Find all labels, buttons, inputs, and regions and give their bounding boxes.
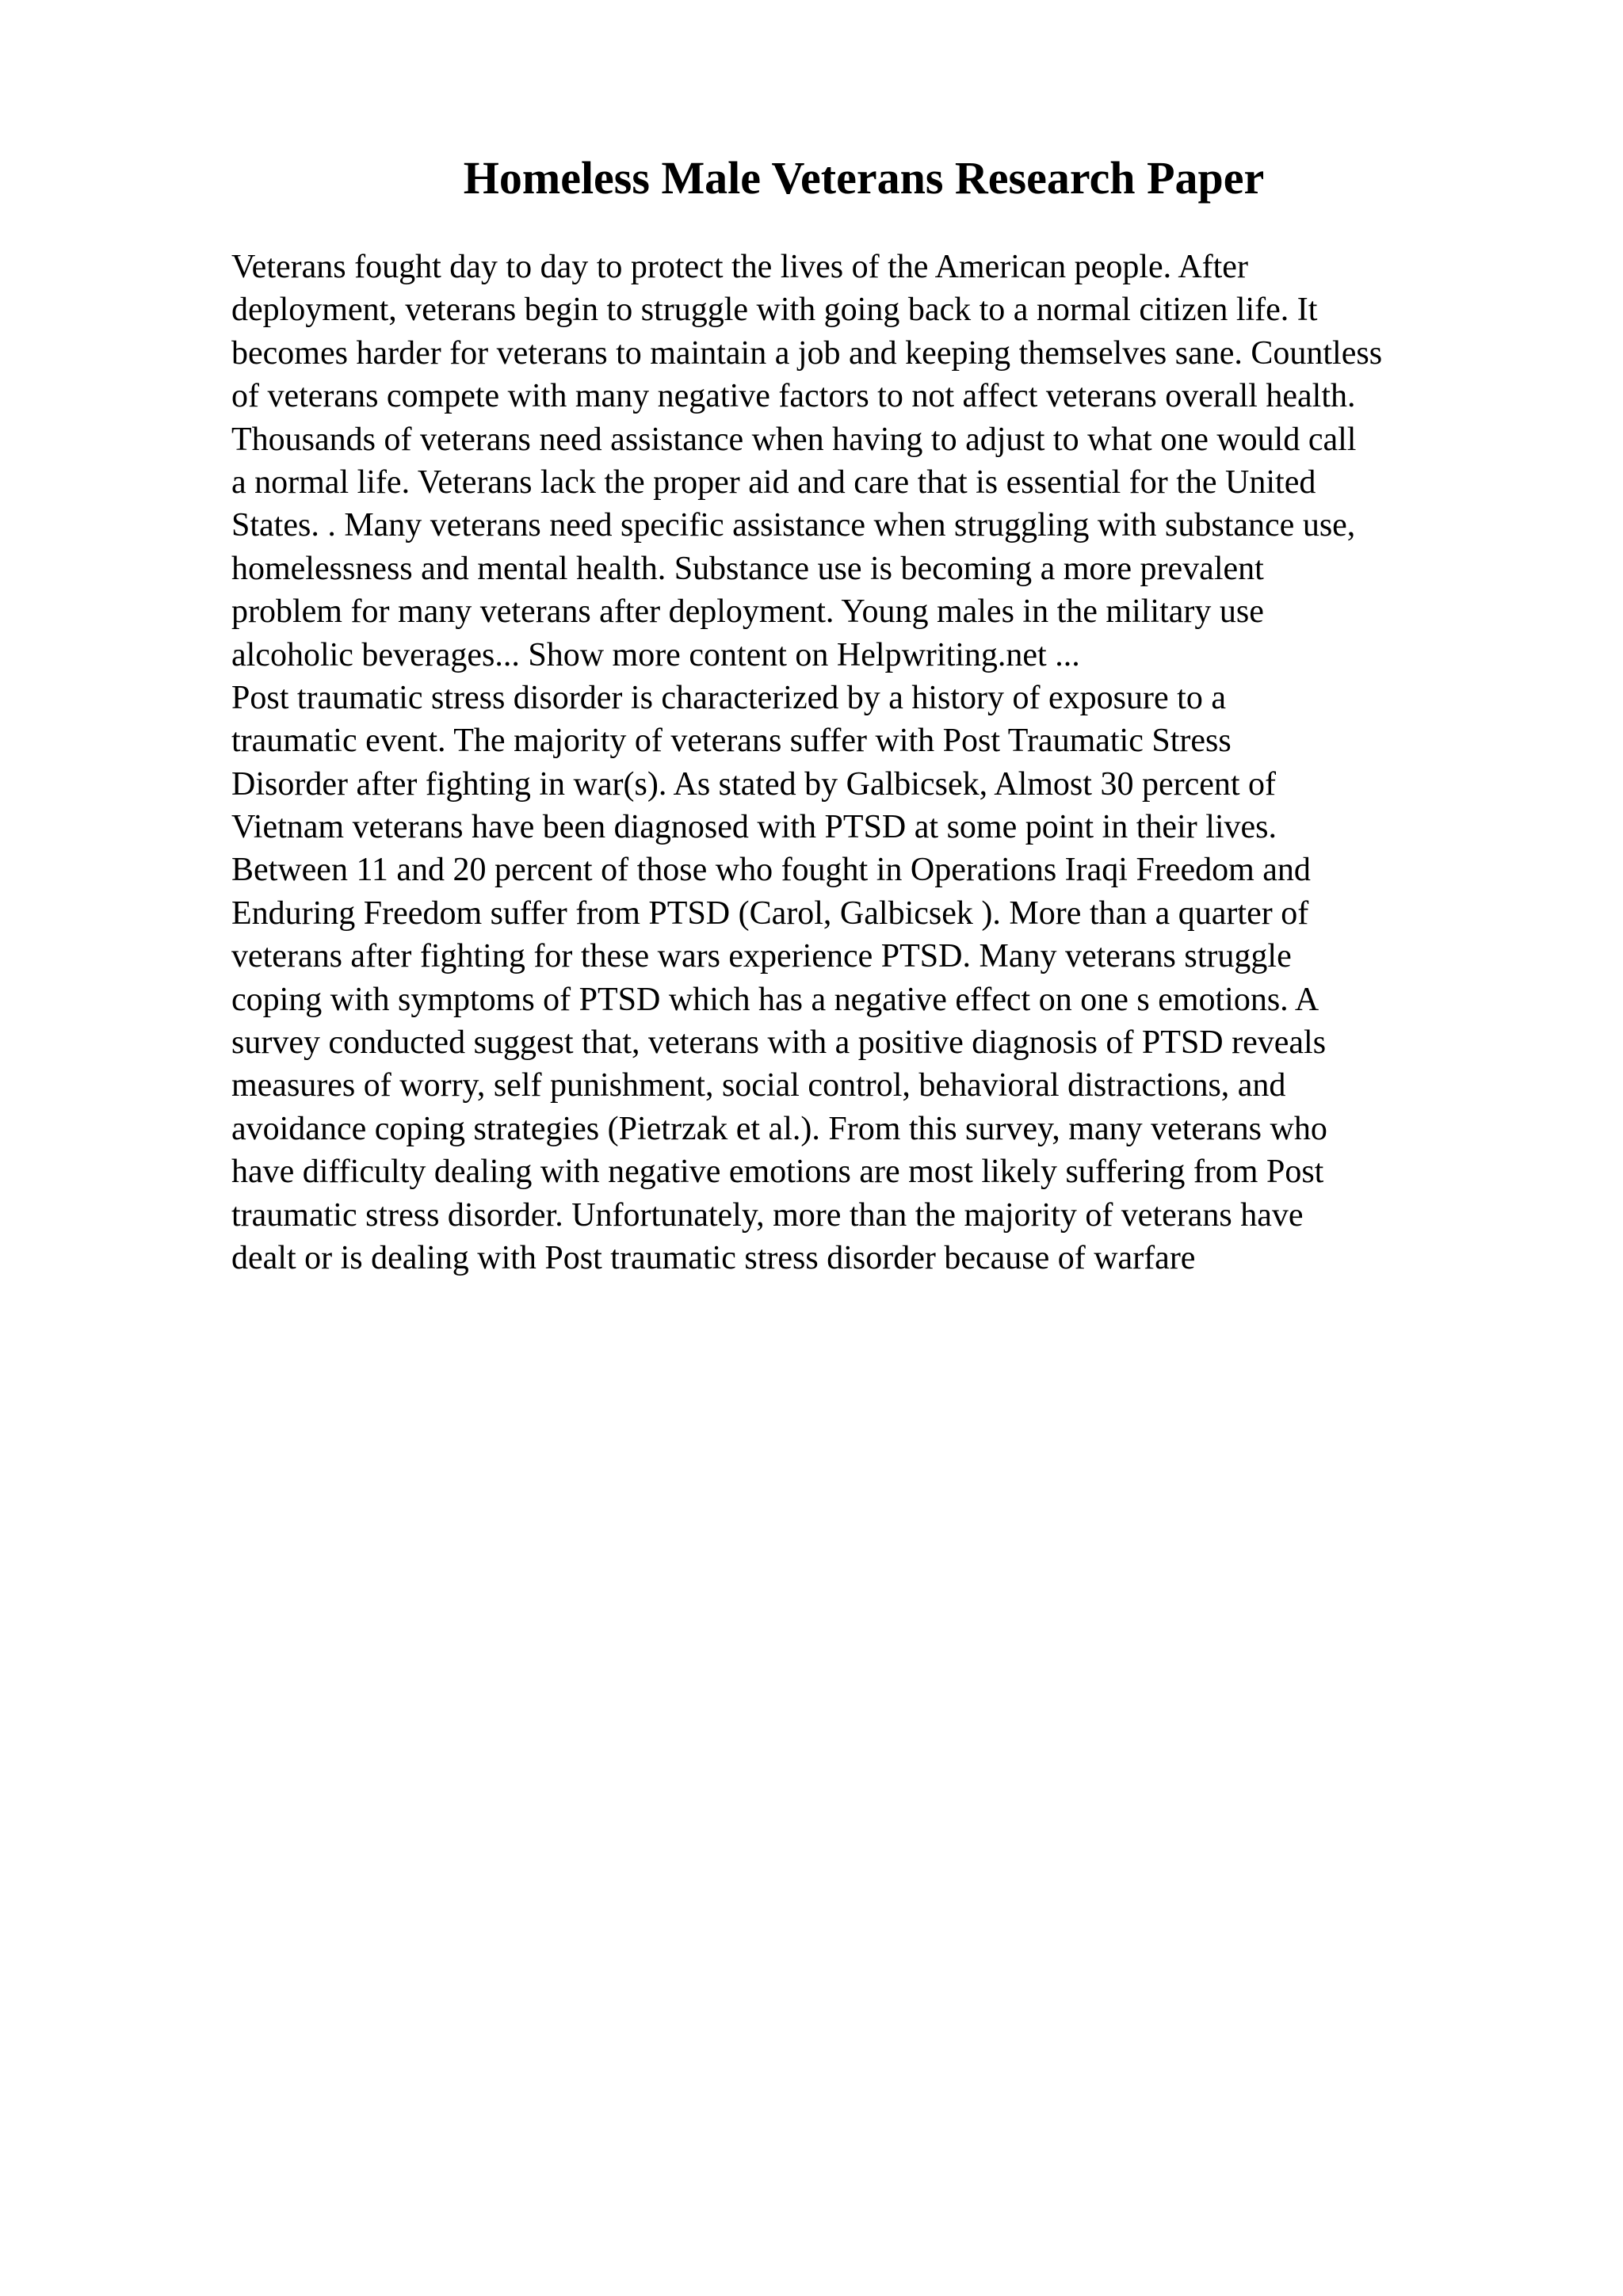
text-line: traumatic event. The majority of veterans suffer with Post Traumatic Stress: [231, 723, 1232, 760]
text-line: Disorder after fighting in war(s). As stated by Galbicsek, Almost 30 percent of: [231, 765, 1277, 803]
text-line: traumatic stress disorder. Unfortunately, more than the majority of veterans have: [231, 1196, 1304, 1234]
text-line: avoidance coping strategies (Pietrzak et al.). From this survey, many veterans who: [231, 1110, 1327, 1147]
text-line: dealt or is dealing with Post traumatic stress disorder because of warfare: [231, 1239, 1196, 1276]
text-line: a normal life. Veterans lack the proper aid and care that is essential for the United: [231, 463, 1316, 501]
text-line: Post traumatic stress disorder is characterized by a history of exposure to a: [231, 679, 1226, 716]
text-line: Veterans fought day to day to protect the lives of the American people. After: [231, 249, 1248, 285]
document-title: Homeless Male Veterans Research Paper: [463, 152, 1265, 204]
text-line: veterans after fighting for these wars experience PTSD. Many veterans struggle: [231, 938, 1292, 975]
text-line: deployment, veterans begin to struggle with going back to a normal citizen life. It: [231, 292, 1318, 329]
text-line: alcoholic beverages... Show more content on Helpwriting.net ...: [231, 636, 1080, 673]
text-line: measures of worry, self punishment, social control, behavioral distractions, and: [231, 1067, 1286, 1104]
text-line: Between 11 and 20 percent of those who fought in Operations Iraqi Freedom and: [231, 852, 1311, 889]
text-line: have difficulty dealing with negative emotions are most likely suffering from Post: [231, 1154, 1324, 1191]
text-line: of veterans compete with many negative factors to not affect veterans overall health.: [231, 378, 1356, 415]
text-line: States. . Many veterans need specific assistance when struggling with substance use,: [231, 507, 1356, 544]
text-line: survey conducted suggest that, veterans with a positive diagnosis of PTSD reveals: [231, 1024, 1327, 1062]
text-line: Vietnam veterans have been diagnosed with PTSD at some point in their lives.: [231, 809, 1277, 846]
body-text: [231, 246, 1594, 1280]
text-line: becomes harder for veterans to maintain a job and keeping themselves sane. Countless: [231, 334, 1383, 372]
text-line: coping with symptoms of PTSD which has a negative effect on one s emotions. A: [231, 981, 1319, 1018]
text-line: Thousands of veterans need assistance when having to adjust to what one would call: [231, 421, 1357, 458]
text-line: homelessness and mental health. Substance use is becoming a more prevalent: [231, 550, 1264, 587]
text-line: problem for many veterans after deployment. Young males in the military use: [231, 593, 1264, 631]
text-line: Enduring Freedom suffer from PTSD (Carol, Galbicsek ). More than a quarter of: [231, 894, 1309, 932]
